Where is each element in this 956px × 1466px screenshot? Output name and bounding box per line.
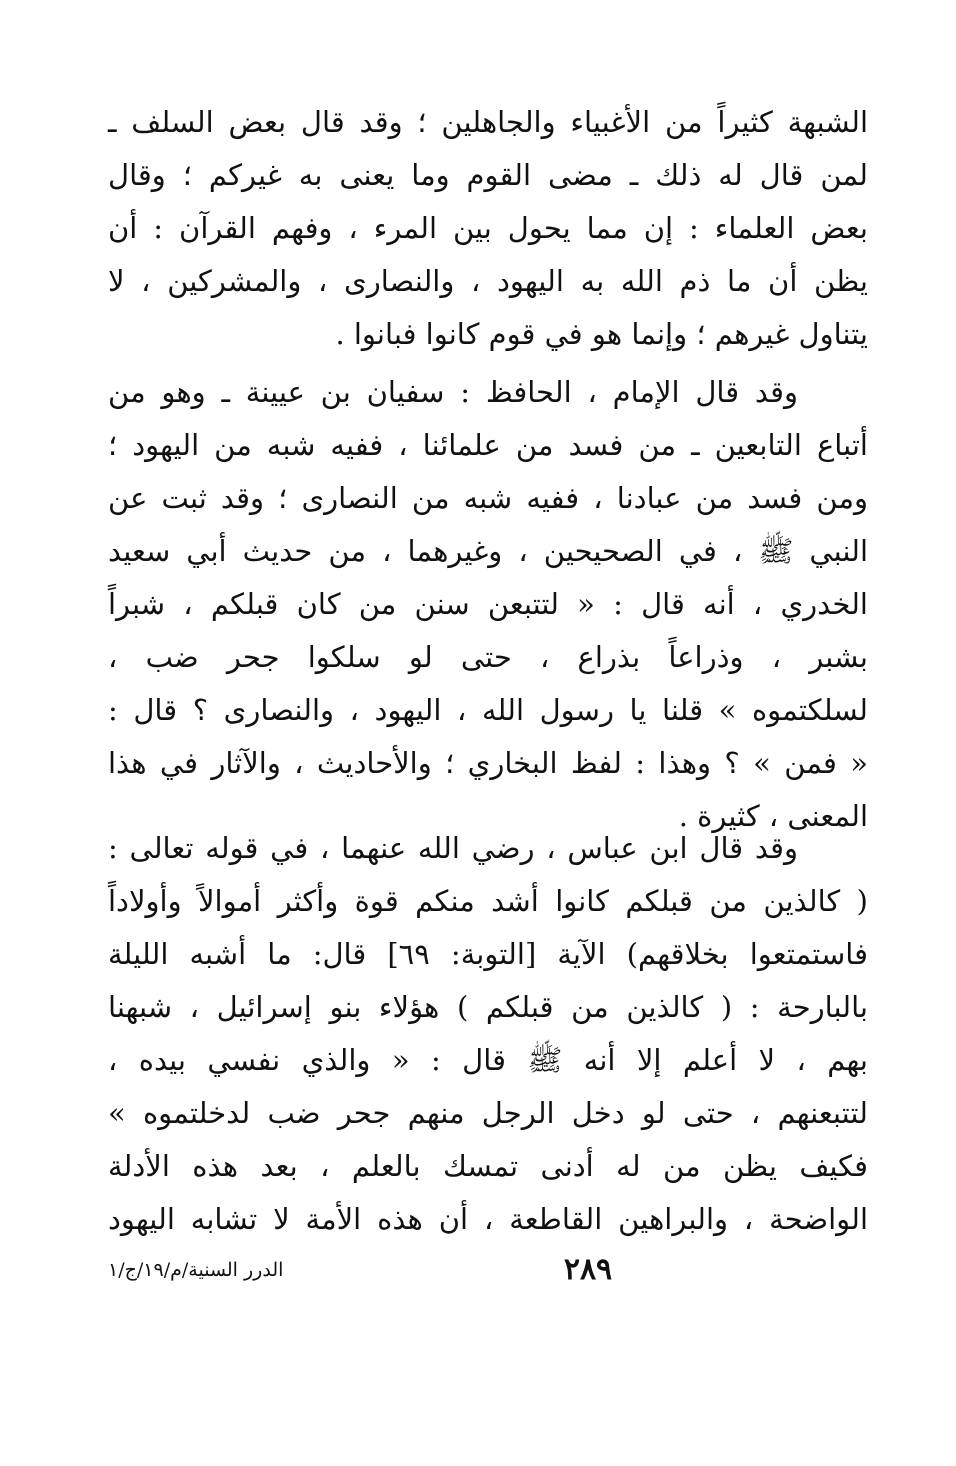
text-line: الخدري ، أنه قال : « لتتبعن سنن من كان قبلكم ، شبراً [108,587,868,621]
text-line: فاستمتعوا بخلاقهم) الآية [التوبة: ٦٩] قال: ما أشبه الليلة [108,937,868,971]
text-line: لسلكتموه » قلنا يا رسول الله ، اليهود ، والنصارى ؟ قال : [108,693,868,727]
text-line: يتناول غيرهم ؛ وإنما هو في قوم كانوا فبانوا . [335,317,868,351]
paragraph-2 [108,366,868,843]
paragraph-3 [108,822,868,1246]
text-line: النبي ﷺ ، في الصحيحين ، وغيرهما ، من حديث أبي سعيد [108,534,868,568]
text-line: وقد قال الإمام ، الحافظ : سفيان بن عيينة ـ وهو من [108,375,798,409]
text-line: بهم ، لا أعلم إلا أنه ﷺ قال : « والذي نفسي بيده ، [108,1043,868,1077]
text-line: لمن قال له ذلك ـ مضى القوم وما يعنى به غيركم ؛ وقال [108,158,868,192]
text-line: فكيف يظن من له أدنى تمسك بالعلم ، بعد هذه الأدلة [108,1149,868,1183]
text-line: الشبهة كثيراً من الأغبياء والجاهلين ؛ وقد قال بعض السلف ـ [108,105,868,139]
text-line: المعنى ، كثيرة . [678,799,868,833]
text-line: يظن أن ما ذم الله به اليهود ، والنصارى ، والمشركين ، لا [108,264,868,298]
paragraph-1 [108,96,868,361]
text-line: أتباع التابعين ـ من فسد من علمائنا ، ففيه شبه من اليهود ؛ [108,428,868,462]
text-line: الواضحة ، والبراهين القاطعة ، أن هذه الأمة لا تشابه اليهود [108,1202,868,1236]
text-line: « فمن » ؟ وهذا : لفظ البخاري ؛ والأحاديث ، والآثار في هذا [108,746,868,780]
page-number: ٢٨٩ [563,1252,613,1287]
text-line: وقد قال ابن عباس ، رضي الله عنهما ، في قوله تعالى : [108,831,798,865]
text-line: بعض العلماء : إن مما يحول بين المرء ، وفهم القرآن : أن [108,211,868,245]
text-line: ( كالذين من قبلكم كانوا أشد منكم قوة وأكثر أموالاً وأولاداً [108,884,868,918]
text-line: ومن فسد من عبادنا ، ففيه شبه من النصارى ؛ وقد ثبت عن [108,481,868,515]
source-reference: الدرر السنية/م/١٩/ج/١ [108,1259,284,1281]
text-line: بشبر ، وذراعاً بذراع ، حتى لو سلكوا جحر ضب ، [108,640,868,674]
text-line: بالبارحة : ( كالذين من قبلكم ) هؤلاء بنو إسرائيل ، شبهنا [108,990,868,1024]
text-line: لتتبعنهم ، حتى لو دخل الرجل منهم جحر ضب لدخلتموه » [108,1096,868,1130]
page-footer [108,1250,868,1290]
